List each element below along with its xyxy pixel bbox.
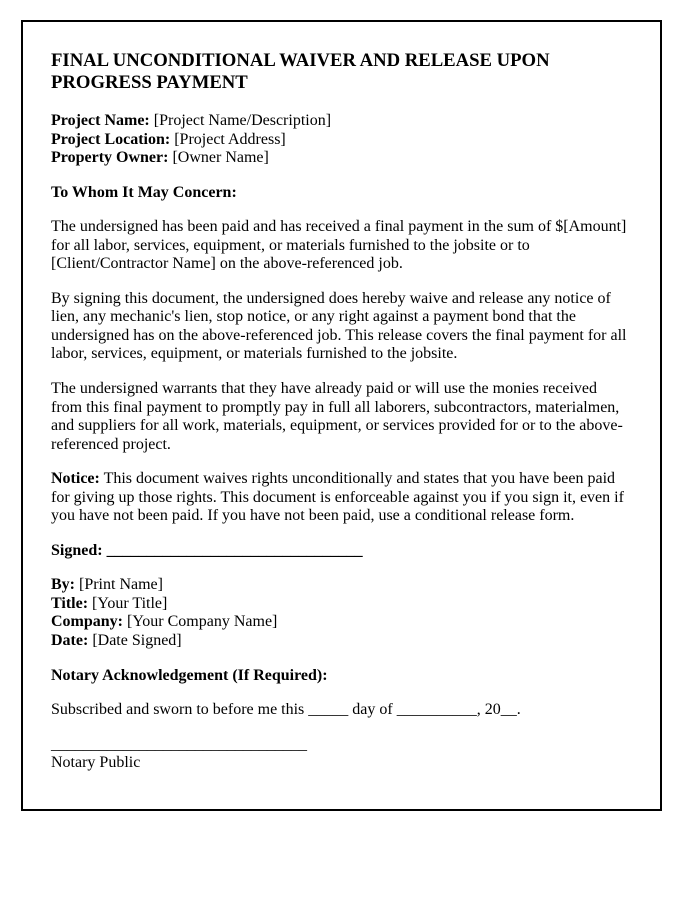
field-by-value: [Print Name] [79, 576, 163, 594]
field-project-name-value: [Project Name/Description] [153, 112, 332, 129]
field-title [51, 595, 632, 614]
salutation-text: To Whom It May Concern: [51, 183, 237, 201]
field-company-value: [Your Company Name] [127, 613, 278, 631]
paragraph-warranty: The undersigned warrants that they have already paid or will use the monies received from this final payment to promptly pay in full all laborers, subcontractors, materialmen, and suppliers for all work, materials, equipment, or services provided for or to the above-referenced project. [51, 380, 623, 453]
field-project-name-label: Project Name: [51, 112, 150, 129]
notice-label: Notice: [51, 470, 100, 488]
signature-fields [51, 576, 632, 650]
signed-blank-line: ________________________________ [106, 541, 363, 559]
field-by-label: By: [51, 576, 75, 594]
field-date-value: [Date Signed] [92, 632, 182, 650]
signed-label: Signed: [51, 541, 103, 559]
notary-signature-line: ________________________________ [51, 735, 307, 753]
document-title: FINAL UNCONDITIONAL WAIVER AND RELEASE UPON PROGRESS PAYMENT [51, 50, 550, 93]
field-company-label: Company: [51, 613, 124, 631]
notice-paragraph [51, 470, 632, 526]
notary-heading-text: Notary Acknowledgement (If Required): [51, 666, 328, 684]
notice-text: This document waives rights unconditionally and states that you have been paid for giving up those rights. This document is enforceable against you if you sign it, even if you have not been paid. If you have not been paid, use a conditional release form. [51, 470, 624, 525]
field-property-owner-value: [Owner Name] [172, 149, 269, 167]
notary-heading [51, 667, 632, 686]
notary-sworn-line: Subscribed and sworn to before me this _____ day of __________, 20__. [51, 701, 521, 719]
field-date [51, 632, 632, 651]
field-date-label: Date: [51, 632, 89, 650]
field-company [51, 613, 632, 632]
field-property-owner [51, 149, 632, 168]
field-property-owner-label: Property Owner: [51, 149, 169, 167]
notary-public-label: Notary Public [51, 754, 141, 772]
paragraph-payment: The undersigned has been paid and has received a final payment in the sum of $[Amount] for all labor, services, equipment, or materials furnished to the jobsite or to [Client/Contractor Name] on the above-referenced job. [51, 218, 627, 273]
field-by [51, 576, 632, 595]
salutation [51, 184, 632, 203]
field-project-location-label: Project Location: [51, 130, 171, 148]
notary-signature-block [51, 736, 632, 773]
signed-row [51, 542, 632, 561]
paragraph-waiver: By signing this document, the undersigned does hereby waive and release any notice of lien, any mechanic's lien, stop notice, or any right against a payment bond that the undersigned has on the above-referenced job. This release covers the final payment for all labor, services, equipment, or materials furnished to the jobsite. [51, 289, 627, 363]
document-frame [21, 20, 662, 811]
field-title-label: Title: [51, 594, 89, 612]
field-project-location-value: [Project Address] [174, 130, 286, 148]
field-project-location [51, 131, 632, 150]
field-title-value: [Your Title] [92, 594, 168, 612]
field-project-name [51, 112, 632, 131]
project-fields [51, 112, 632, 168]
